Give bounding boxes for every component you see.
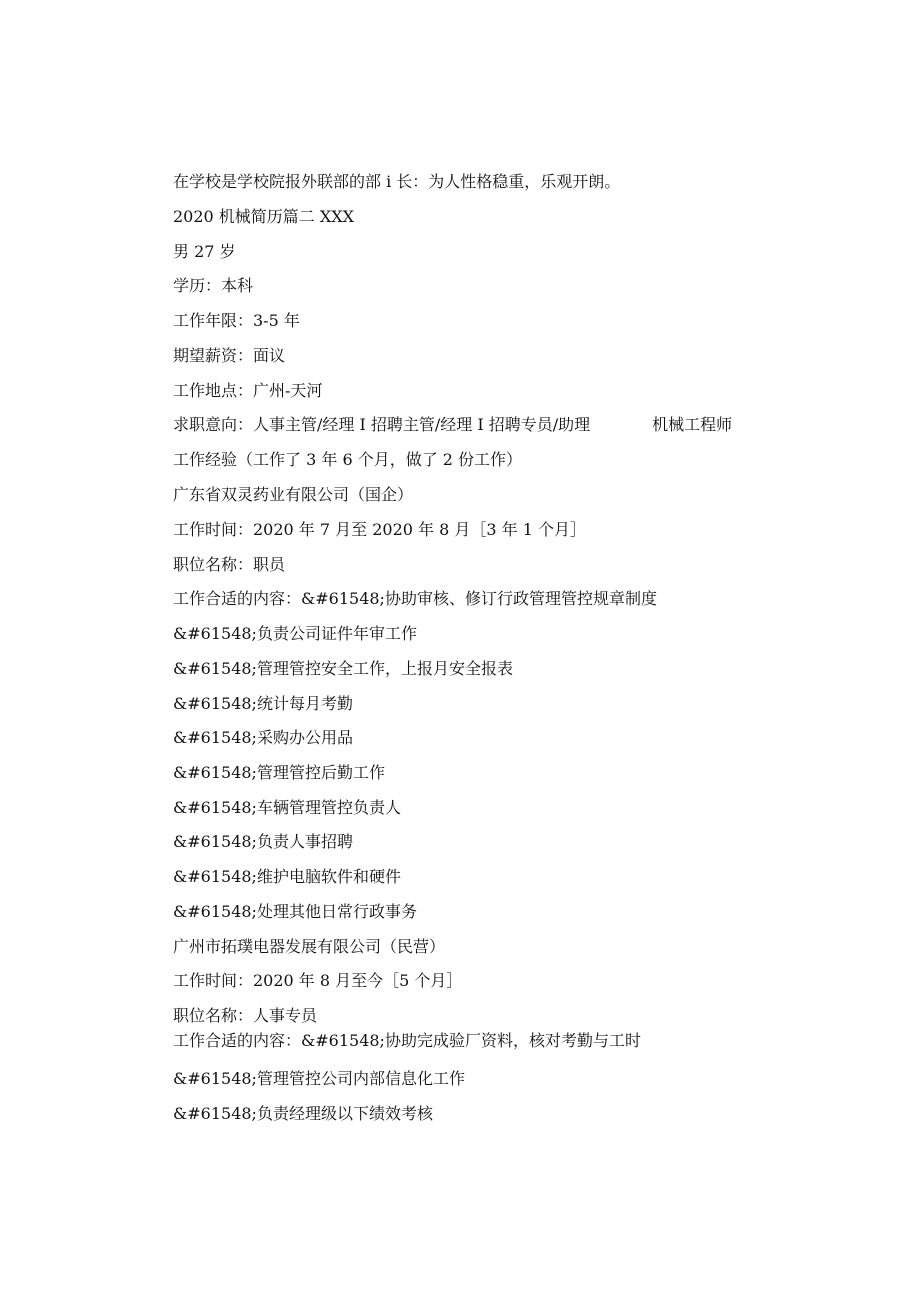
job-intent-text: 求职意向：人事主管/经理 I 招聘主管/经理 I 招聘专员/助理 [173, 415, 591, 434]
intro-line: 在学校是学校院报外联部的部 i 长：为人性格稳重，乐观开朗。 [173, 172, 621, 191]
job-intent-extra: 机械工程师 [652, 415, 733, 434]
company-1-duty: &#61548;管理管控后勤工作 [173, 763, 385, 782]
work-location: 工作地点：广州-天河 [173, 381, 323, 400]
company-2-duty: 工作合适的内容：&#61548;协助完成验厂资料，核对考勤与工时 [173, 1031, 641, 1050]
company-1-period: 工作时间：2020 年 7 月至 2020 年 8 月［3 年 1 个月］ [173, 520, 587, 539]
company-2-period: 工作时间：2020 年 8 月至今［5 个月］ [173, 971, 463, 990]
company-1-duty: &#61548;管理管控安全工作，上报月安全报表 [173, 659, 513, 678]
job-intent [173, 415, 732, 435]
company-1-duty: 工作合适的内容：&#61548;协助审核、修订行政管理管控规章制度 [173, 589, 657, 608]
expected-salary: 期望薪资：面议 [173, 346, 286, 365]
company-1-name: 广东省双灵药业有限公司（国企） [173, 485, 414, 504]
gender-age: 男 27 岁 [173, 242, 236, 261]
work-years: 工作年限：3-5 年 [173, 311, 300, 330]
company-1-duty: &#61548;负责公司证件年审工作 [173, 624, 417, 643]
company-1-duty: &#61548;车辆管理管控负责人 [173, 798, 401, 817]
company-1-duty: &#61548;统计每月考勤 [173, 694, 353, 713]
company-1-duty: &#61548;维护电脑软件和硬件 [173, 867, 401, 886]
company-1-duty: &#61548;负责人事招聘 [173, 832, 353, 851]
company-2-name: 广州市拓璞电器发展有限公司（民营） [173, 937, 446, 956]
company-1-duty: &#61548;处理其他日常行政事务 [173, 902, 417, 921]
resume-title: 2020 机械简历篇二 XXX [173, 207, 355, 226]
company-2-duty: &#61548;管理管控公司内部信息化工作 [173, 1069, 465, 1088]
company-2-position: 职位名称：人事专员 [173, 1006, 318, 1025]
education: 学历：本科 [173, 276, 254, 295]
company-2-duty: &#61548;负责经理级以下绩效考核 [173, 1104, 433, 1123]
company-1-position: 职位名称：职员 [173, 555, 286, 574]
work-experience-heading: 工作经验（工作了 3 年 6 个月，做了 2 份工作） [173, 450, 523, 469]
company-1-duty: &#61548;采购办公用品 [173, 728, 353, 747]
